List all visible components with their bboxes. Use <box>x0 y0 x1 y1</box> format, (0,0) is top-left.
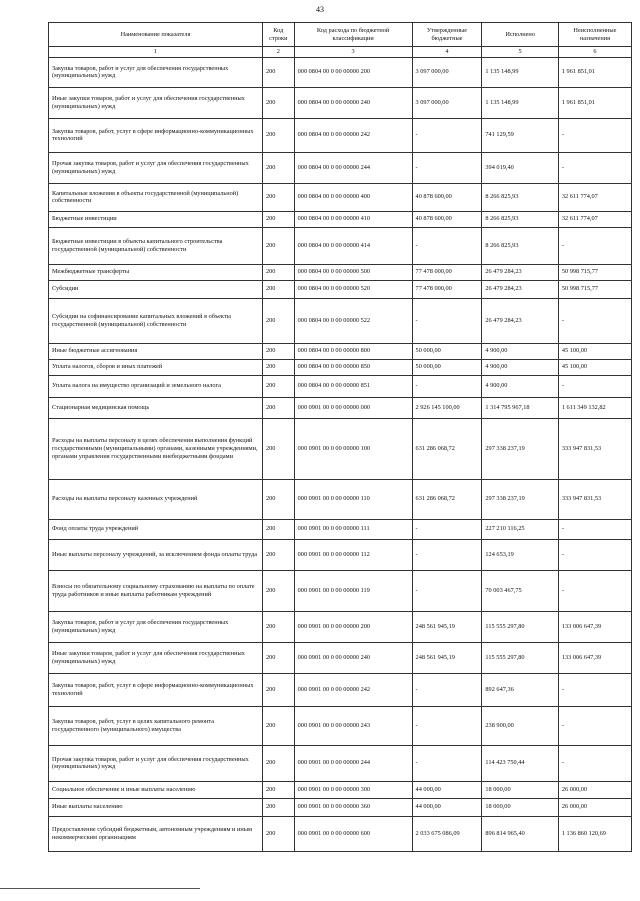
row-unexecuted: 50 998 715,77 <box>558 264 631 280</box>
table-row <box>49 359 632 375</box>
row-unexecuted: - <box>558 745 631 781</box>
row-line-code: 200 <box>262 418 294 479</box>
row-line-code: 200 <box>262 298 294 343</box>
row-name: Взносы по обязательному социальному страхованию на выплаты по оплате труда работников и иные выплаты работникам учреждений <box>49 570 263 611</box>
row-executed: 70 003 467,75 <box>482 570 558 611</box>
row-line-code: 200 <box>262 781 294 798</box>
row-approved: 248 561 945,19 <box>412 642 482 673</box>
row-name: Предоставление субсидий бюджетным, автономным учреждениям и иным некоммерческим организациям <box>49 816 263 851</box>
row-approved: - <box>412 298 482 343</box>
row-name: Закупка товаров, работ, услуг в сфере информационно-коммуникационных технологий <box>49 673 263 706</box>
row-unexecuted: 1 961 851,01 <box>558 57 631 87</box>
row-line-code: 200 <box>262 375 294 397</box>
table-row <box>49 673 632 706</box>
row-unexecuted: - <box>558 519 631 539</box>
row-name: Закупка товаров, работ и услуг для обеспечения государственных (муниципальных) нужд <box>49 611 263 642</box>
row-approved: 2 926 145 100,00 <box>412 397 482 418</box>
row-unexecuted: 45 100,00 <box>558 359 631 375</box>
row-line-code: 200 <box>262 519 294 539</box>
row-expense-code: 000 0804 00 0 00 00000 520 <box>294 280 412 298</box>
row-expense-code: 000 0901 00 0 00 00000 240 <box>294 642 412 673</box>
row-unexecuted: 1 611 349 132,82 <box>558 397 631 418</box>
row-line-code: 200 <box>262 397 294 418</box>
row-name: Субсидии <box>49 280 263 298</box>
row-name: Иные закупки товаров, работ и услуг для обеспечения государственных (муниципальных) нужд <box>49 642 263 673</box>
table-row <box>49 298 632 343</box>
column-number: 3 <box>294 47 412 58</box>
row-line-code: 200 <box>262 611 294 642</box>
table-row <box>49 264 632 280</box>
row-approved: 40 878 600,00 <box>412 211 482 227</box>
row-unexecuted: - <box>558 298 631 343</box>
row-executed: 1 314 795 967,18 <box>482 397 558 418</box>
row-name: Иные бюджетные ассигнования <box>49 343 263 359</box>
row-name: Капитальные вложения в объекты государственной (муниципальной) собственности <box>49 183 263 211</box>
row-unexecuted: 26 000,00 <box>558 798 631 816</box>
row-approved: 50 000,00 <box>412 343 482 359</box>
row-unexecuted: - <box>558 227 631 264</box>
table-row <box>49 642 632 673</box>
table-row <box>49 706 632 745</box>
row-line-code: 200 <box>262 264 294 280</box>
row-executed: 1 135 148,99 <box>482 87 558 118</box>
row-executed: 8 266 825,93 <box>482 211 558 227</box>
table-row <box>49 397 632 418</box>
row-line-code: 200 <box>262 211 294 227</box>
row-executed: 115 555 297,80 <box>482 642 558 673</box>
row-approved: 50 000,00 <box>412 359 482 375</box>
row-expense-code: 000 0804 00 0 00 00000 414 <box>294 227 412 264</box>
row-unexecuted: - <box>558 539 631 570</box>
table-row <box>49 816 632 851</box>
row-expense-code: 000 0901 00 0 00 00000 100 <box>294 418 412 479</box>
row-name: Бюджетные инвестиции <box>49 211 263 227</box>
row-unexecuted: 45 100,00 <box>558 343 631 359</box>
row-executed: 8 266 825,93 <box>482 227 558 264</box>
row-line-code: 200 <box>262 359 294 375</box>
row-expense-code: 000 0804 00 0 00 00000 851 <box>294 375 412 397</box>
row-line-code: 200 <box>262 479 294 519</box>
row-line-code: 200 <box>262 642 294 673</box>
row-expense-code: 000 0901 00 0 00 00000 119 <box>294 570 412 611</box>
row-name: Иные закупки товаров, работ и услуг для обеспечения государственных (муниципальных) нужд <box>49 87 263 118</box>
table-row <box>49 611 632 642</box>
row-approved: - <box>412 673 482 706</box>
column-number: 2 <box>262 47 294 58</box>
row-approved: - <box>412 519 482 539</box>
row-expense-code: 000 0804 00 0 00 00000 240 <box>294 87 412 118</box>
table-row <box>49 227 632 264</box>
row-executed: 892 647,36 <box>482 673 558 706</box>
row-line-code: 200 <box>262 816 294 851</box>
row-executed: 394 019,40 <box>482 152 558 183</box>
column-number: 1 <box>49 47 263 58</box>
row-approved: 3 097 000,00 <box>412 87 482 118</box>
row-name: Бюджетные инвестиции в объекты капитального строительства государственной (муниципальной) собственности <box>49 227 263 264</box>
row-name: Уплата налогов, сборов и иных платежей <box>49 359 263 375</box>
row-expense-code: 000 0901 00 0 00 00000 000 <box>294 397 412 418</box>
row-approved: - <box>412 539 482 570</box>
row-expense-code: 000 0804 00 0 00 00000 410 <box>294 211 412 227</box>
row-line-code: 200 <box>262 706 294 745</box>
header-line-code: Код строки <box>262 23 294 47</box>
row-line-code: 200 <box>262 539 294 570</box>
row-name: Иные выплаты населению <box>49 798 263 816</box>
row-approved: 631 286 068,72 <box>412 479 482 519</box>
row-expense-code: 000 0804 00 0 00 00000 800 <box>294 343 412 359</box>
row-name: Уплата налога на имущество организаций и земельного налога <box>49 375 263 397</box>
row-executed: 114 423 750,44 <box>482 745 558 781</box>
table-row <box>49 57 632 87</box>
row-unexecuted: - <box>558 118 631 152</box>
row-line-code: 200 <box>262 343 294 359</box>
row-line-code: 200 <box>262 745 294 781</box>
row-name: Закупка товаров, работ и услуг для обеспечения государственных (муниципальных) нужд <box>49 57 263 87</box>
row-line-code: 200 <box>262 570 294 611</box>
row-name: Фонд оплаты труда учреждений <box>49 519 263 539</box>
budget-execution-table <box>48 22 632 852</box>
row-name: Расходы на выплаты персоналу казенных учреждений <box>49 479 263 519</box>
row-approved: 631 286 068,72 <box>412 418 482 479</box>
row-unexecuted: - <box>558 673 631 706</box>
row-name: Прочая закупка товаров, работ и услуг для обеспечения государственных (муниципальных) нужд <box>49 745 263 781</box>
row-approved: - <box>412 570 482 611</box>
table-row <box>49 87 632 118</box>
header-unexecuted: Неисполненные назначения <box>558 23 631 47</box>
row-unexecuted: 32 611 774,07 <box>558 183 631 211</box>
table-row <box>49 781 632 798</box>
footer-divider <box>0 888 200 889</box>
row-executed: 8 266 825,93 <box>482 183 558 211</box>
row-line-code: 200 <box>262 57 294 87</box>
table-row <box>49 280 632 298</box>
row-unexecuted: 26 000,00 <box>558 781 631 798</box>
table-row <box>49 570 632 611</box>
row-expense-code: 000 0901 00 0 00 00000 110 <box>294 479 412 519</box>
row-expense-code: 000 0901 00 0 00 00000 300 <box>294 781 412 798</box>
table-row <box>49 745 632 781</box>
row-expense-code: 000 0901 00 0 00 00000 200 <box>294 611 412 642</box>
row-line-code: 200 <box>262 673 294 706</box>
row-executed: 18 000,00 <box>482 781 558 798</box>
row-name: Субсидии на софинансирование капитальных вложений в объекты государственной (муниципальной) собственности <box>49 298 263 343</box>
column-number: 5 <box>482 47 558 58</box>
row-name: Закупка товаров, работ, услуг в сфере информационно-коммуникационных технологий <box>49 118 263 152</box>
row-unexecuted: 32 611 774,07 <box>558 211 631 227</box>
row-executed: 1 135 148,99 <box>482 57 558 87</box>
row-executed: 26 479 284,23 <box>482 264 558 280</box>
row-expense-code: 000 0901 00 0 00 00000 600 <box>294 816 412 851</box>
header-approved: Утвержденные бюджетные <box>412 23 482 47</box>
row-executed: 896 814 965,40 <box>482 816 558 851</box>
table-row <box>49 539 632 570</box>
row-name: Расходы на выплаты персоналу в целях обеспечения выполнения функций государственными (муниципальными) органами, казенными учреждениями, органами управления государственными внебюджетными фондами <box>49 418 263 479</box>
row-approved: - <box>412 227 482 264</box>
page-number: 43 <box>316 5 324 14</box>
row-expense-code: 000 0901 00 0 00 00000 244 <box>294 745 412 781</box>
row-executed: 26 479 284,23 <box>482 280 558 298</box>
row-name: Межбюджетные трансферты <box>49 264 263 280</box>
row-approved: 248 561 945,19 <box>412 611 482 642</box>
row-approved: 77 478 000,00 <box>412 264 482 280</box>
row-unexecuted: 333 947 831,53 <box>558 418 631 479</box>
row-unexecuted: 133 006 647,39 <box>558 611 631 642</box>
row-approved: - <box>412 706 482 745</box>
row-approved: - <box>412 375 482 397</box>
row-executed: 238 900,00 <box>482 706 558 745</box>
row-executed: 4 900,00 <box>482 343 558 359</box>
row-unexecuted: 50 998 715,77 <box>558 280 631 298</box>
row-expense-code: 000 0901 00 0 00 00000 360 <box>294 798 412 816</box>
row-unexecuted: 133 006 647,39 <box>558 642 631 673</box>
row-approved: 3 097 000,00 <box>412 57 482 87</box>
table-row <box>49 798 632 816</box>
row-expense-code: 000 0804 00 0 00 00000 200 <box>294 57 412 87</box>
row-expense-code: 000 0804 00 0 00 00000 244 <box>294 152 412 183</box>
column-number: 4 <box>412 47 482 58</box>
row-expense-code: 000 0804 00 0 00 00000 522 <box>294 298 412 343</box>
row-executed: 18 000,00 <box>482 798 558 816</box>
row-expense-code: 000 0901 00 0 00 00000 111 <box>294 519 412 539</box>
row-executed: 297 338 237,19 <box>482 479 558 519</box>
row-approved: - <box>412 118 482 152</box>
row-name: Иные выплаты персоналу учреждений, за исключением фонда оплаты труда <box>49 539 263 570</box>
table-row <box>49 152 632 183</box>
row-approved: 44 000,00 <box>412 798 482 816</box>
table-row <box>49 519 632 539</box>
row-name: Прочая закупка товаров, работ и услуг для обеспечения государственных (муниципальных) нужд <box>49 152 263 183</box>
row-executed: 4 900,00 <box>482 359 558 375</box>
row-expense-code: 000 0804 00 0 00 00000 400 <box>294 183 412 211</box>
table-row <box>49 211 632 227</box>
row-line-code: 200 <box>262 87 294 118</box>
row-unexecuted: - <box>558 570 631 611</box>
column-number: 6 <box>558 47 631 58</box>
table-row <box>49 118 632 152</box>
row-line-code: 200 <box>262 280 294 298</box>
row-expense-code: 000 0901 00 0 00 00000 243 <box>294 706 412 745</box>
row-name: Стационарная медицинская помощь <box>49 397 263 418</box>
row-expense-code: 000 0804 00 0 00 00000 850 <box>294 359 412 375</box>
row-approved: 2 033 675 086,09 <box>412 816 482 851</box>
row-executed: 227 210 116,25 <box>482 519 558 539</box>
row-executed: 4 900,00 <box>482 375 558 397</box>
row-executed: 115 555 297,80 <box>482 611 558 642</box>
row-approved: - <box>412 152 482 183</box>
row-unexecuted: - <box>558 152 631 183</box>
row-executed: 26 479 284,23 <box>482 298 558 343</box>
row-expense-code: 000 0804 00 0 00 00000 242 <box>294 118 412 152</box>
table-row <box>49 479 632 519</box>
row-line-code: 200 <box>262 118 294 152</box>
row-unexecuted: 1 136 860 120,69 <box>558 816 631 851</box>
row-expense-code: 000 0804 00 0 00 00000 500 <box>294 264 412 280</box>
row-expense-code: 000 0901 00 0 00 00000 242 <box>294 673 412 706</box>
header-expense-code: Код расхода по бюджетной классификации <box>294 23 412 47</box>
row-name: Социальное обеспечение и иные выплаты населению <box>49 781 263 798</box>
row-executed: 124 653,19 <box>482 539 558 570</box>
row-approved: 44 000,00 <box>412 781 482 798</box>
row-approved: - <box>412 745 482 781</box>
row-unexecuted: - <box>558 375 631 397</box>
row-approved: 77 478 000,00 <box>412 280 482 298</box>
row-executed: 741 129,59 <box>482 118 558 152</box>
row-line-code: 200 <box>262 798 294 816</box>
header-indicator-name: Наименование показателя <box>49 23 263 47</box>
row-executed: 297 338 237,19 <box>482 418 558 479</box>
header-executed: Исполнено <box>482 23 558 47</box>
table-row <box>49 183 632 211</box>
row-line-code: 200 <box>262 152 294 183</box>
row-line-code: 200 <box>262 227 294 264</box>
row-approved: 40 878 600,00 <box>412 183 482 211</box>
table-row <box>49 343 632 359</box>
table-row <box>49 375 632 397</box>
row-name: Закупка товаров, работ, услуг в целях капитального ремонта государственного (муниципального) имущества <box>49 706 263 745</box>
row-unexecuted: - <box>558 706 631 745</box>
row-line-code: 200 <box>262 183 294 211</box>
row-expense-code: 000 0901 00 0 00 00000 112 <box>294 539 412 570</box>
table-row <box>49 418 632 479</box>
row-unexecuted: 333 947 831,53 <box>558 479 631 519</box>
row-unexecuted: 1 961 851,01 <box>558 87 631 118</box>
